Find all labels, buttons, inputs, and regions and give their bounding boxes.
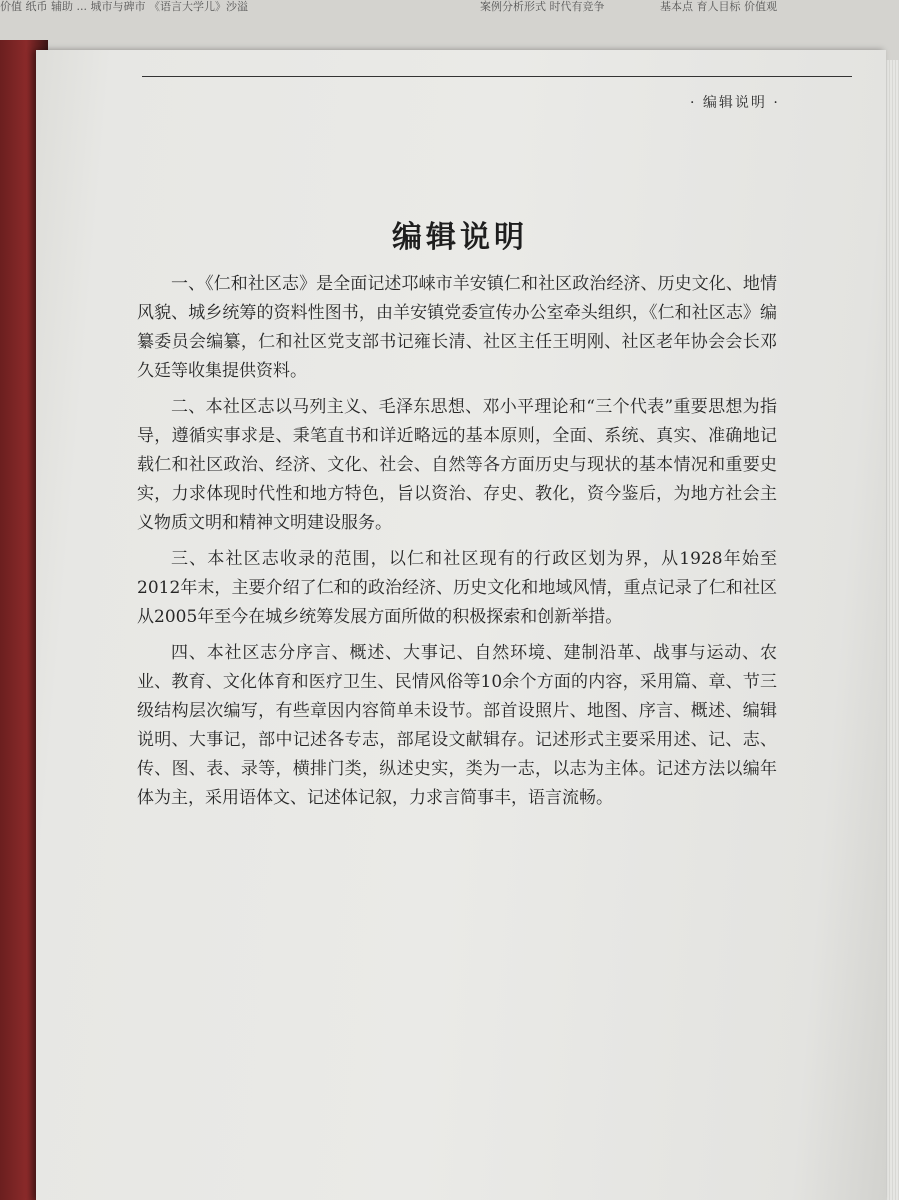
running-head: · 编辑说明 ·	[690, 95, 780, 111]
paragraph-3: 三、本社区志收录的范围，以仁和社区现有的行政区划为界，从1928年始至2012年末，主要介绍了仁和的政治经济、历史文化和地域风情，重点记录了仁和社区从2005年至今在城乡统筹发展方面所做的积极探索和创新举措。	[137, 549, 777, 627]
background-scrap-text-left: 价值 纸币 辅助 ... 城市与碑市 《语言大学儿》沙溢	[0, 0, 248, 13]
header-rule	[142, 76, 852, 77]
page-title: 编辑说明	[392, 220, 528, 255]
body-text	[137, 270, 777, 820]
background-scrap-text-middle: 案例分析形式 时代有竞争	[480, 0, 605, 13]
paragraph-1: 一、《仁和社区志》是全面记述邛崃市羊安镇仁和社区政治经济、历史文化、地情风貌、城乡统筹的资料性图书，由羊安镇党委宣传办公室牵头组织，《仁和社区志》编纂委员会编纂，仁和社区党支部书记雍长清、社区主任王明刚、社区老年协会会长邓久廷等收集提供资料。	[137, 274, 777, 381]
paragraph-2: 二、本社区志以马列主义、毛泽东思想、邓小平理论和“三个代表”重要思想为指导，遵循实事求是、秉笔直书和详近略远的基本原则，全面、系统、真实、准确地记载仁和社区政治、经济、文化、社会、自然等各方面历史与现状的基本情况和重要史实，力求体现时代性和地方特色，旨以资治、存史、教化，资今鉴后，为地方社会主义物质文明和精神文明建设服务。	[137, 397, 777, 533]
background-scrap-text-right: 基本点 育人目标 价值观	[660, 0, 777, 13]
paragraph-4: 四、本社区志分序言、概述、大事记、自然环境、建制沿革、战事与运动、农业、教育、文化体育和医疗卫生、民情风俗等10余个方面的内容，采用篇、章、节三级结构层次编写，有些章因内容简单未设节。部首设照片、地图、序言、概述、编辑说明、大事记，部中记述各专志，部尾设文献辑存。记述形式主要采用述、记、志、传、图、表、录等，横排门类，纵述史实，类为一志，以志为主体。记述方法以编年体为主，采用语体文、记述体记叙，力求言简事丰，语言流畅。	[137, 643, 777, 808]
